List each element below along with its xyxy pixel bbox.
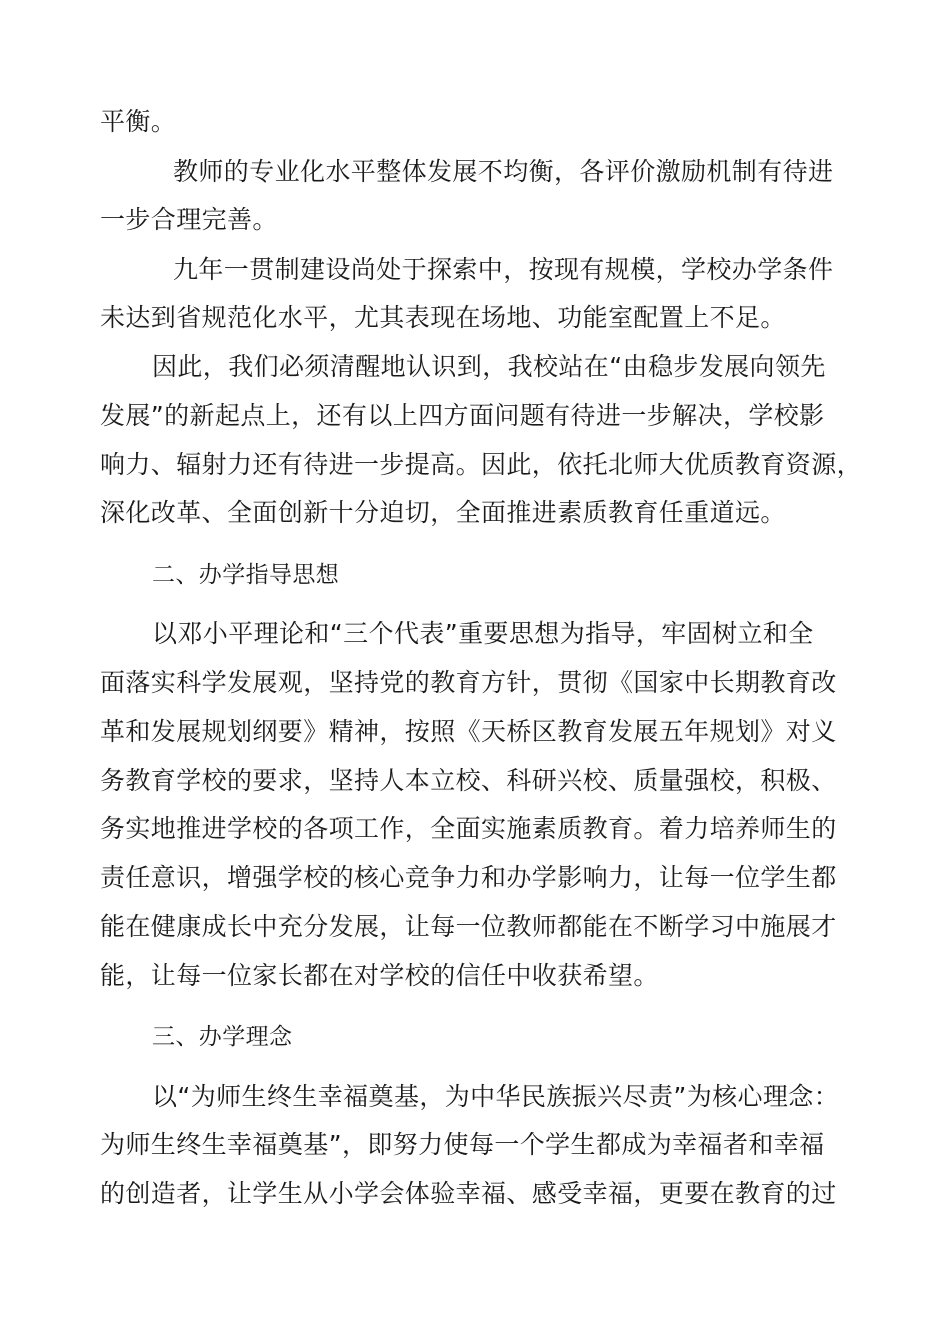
text-line: 响力、辐射力还有待进一步提高。因此，依托北师大优质教育资源，: [100, 450, 863, 479]
text-line: 务教育学校的要求，坚持人本立校、科研兴校、质量强校，积极、: [100, 766, 837, 795]
text-line: 能，让每一位家长都在对学校的信任中收获希望。: [100, 961, 659, 990]
text-line: 革和发展规划纲要》精神，按照《天桥区教育发展五年规划》对义: [100, 717, 837, 746]
text-line: 务实地推进学校的各项工作，全面实施素质教育。着力培养师生的: [100, 814, 837, 843]
section-heading: 二、办学指导思想: [152, 562, 340, 588]
text-line: 平衡。: [100, 107, 177, 136]
text-line: 九年一贯制建设尚处于探索中，按现有规模，学校办学条件: [173, 255, 834, 284]
text-line: 一步合理完善。: [100, 205, 278, 234]
text-line: 的创造者，让学生从小学会体验幸福、感受幸福，更要在教育的过: [100, 1179, 837, 1208]
text-line: 发展”的新起点上，还有以上四方面问题有待进一步解决，学校影: [100, 401, 825, 430]
text-line: 以邓小平理论和“三个代表”重要思想为指导，牢固树立和全: [152, 619, 814, 648]
text-line: 深化改革、全面创新十分迫切，全面推进素质教育任重道远。: [100, 498, 786, 527]
text-line: 因此，我们必须清醒地认识到，我校站在“由稳步发展向领先: [152, 352, 826, 381]
text-line: 未达到省规范化水平，尤其表现在场地、功能室配置上不足。: [100, 303, 786, 332]
section-heading: 三、办学理念: [152, 1024, 293, 1050]
text-line: 能在健康成长中充分发展，让每一位教师都能在不断学习中施展才: [100, 912, 837, 941]
text-line: 为师生终生幸福奠基”，即努力使每一个学生都成为幸福者和幸福: [100, 1130, 825, 1159]
text-line: 责任意识，增强学校的核心竞争力和办学影响力，让每一位学生都: [100, 863, 837, 892]
text-line: 教师的专业化水平整体发展不均衡，各评价激励机制有待进: [173, 157, 834, 186]
text-line: 以“为师生终生幸福奠基，为中华民族振兴尽责”为核心理念：: [152, 1082, 840, 1111]
text-line: 面落实科学发展观，坚持党的教育方针，贯彻《国家中长期教育改: [100, 668, 837, 697]
